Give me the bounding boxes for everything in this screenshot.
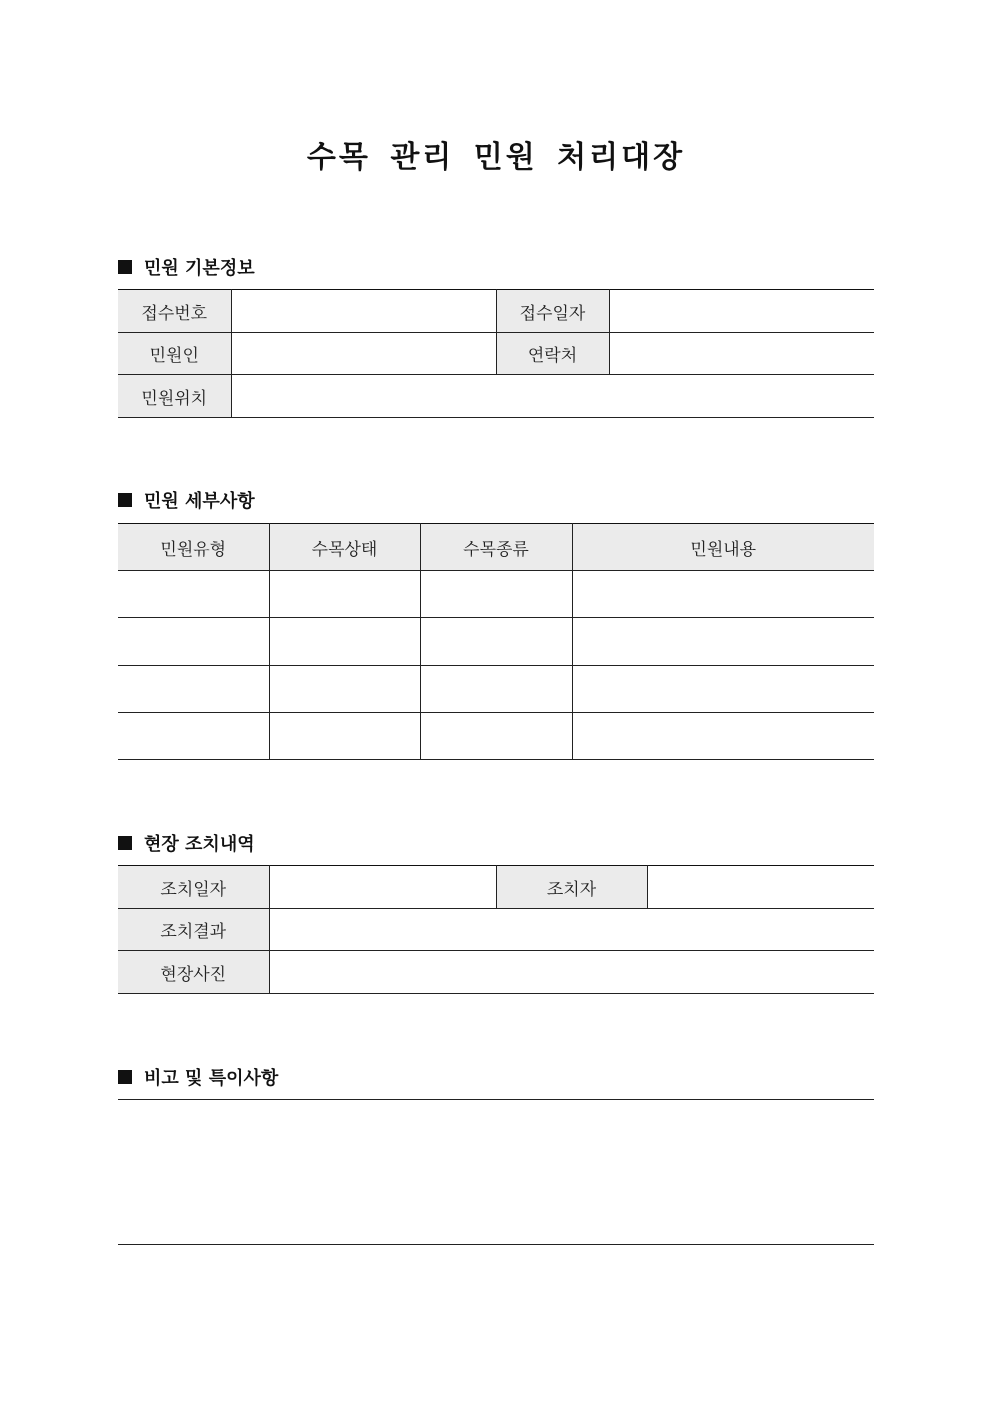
contact-field[interactable] [609,333,874,375]
table-cell[interactable] [572,618,874,666]
table-cell[interactable] [118,618,269,666]
table-cell[interactable] [572,571,874,618]
column-header-tree-condition: 수목상태 [269,524,420,571]
receipt-date-field[interactable] [609,290,874,333]
action-table [118,865,874,994]
basic-info-table [118,289,874,418]
table-cell[interactable] [269,571,420,618]
action-date-field[interactable] [269,866,496,909]
action-person-field[interactable] [647,866,874,909]
table-cell[interactable] [420,618,572,666]
receipt-number-label: 접수번호 [118,290,231,333]
location-label: 민원위치 [118,375,231,418]
square-bullet-icon [118,493,132,507]
remarks-field[interactable] [118,1099,874,1245]
section-heading-basic [118,254,255,280]
table-cell[interactable] [572,666,874,713]
square-bullet-icon [118,1070,132,1084]
section-heading-action [118,830,255,856]
site-photo-label: 현장사진 [118,951,269,994]
action-result-field[interactable] [269,909,874,951]
table-cell[interactable] [269,618,420,666]
table-cell[interactable] [572,713,874,760]
section-heading-basic-label: 민원 기본정보 [144,258,255,279]
complainant-field[interactable] [231,333,496,375]
table-cell[interactable] [420,666,572,713]
square-bullet-icon [118,260,132,274]
details-table [118,523,874,760]
column-header-tree-species: 수목종류 [420,524,572,571]
table-cell[interactable] [118,571,269,618]
column-header-complaint-type: 민원유형 [118,524,269,571]
table-cell[interactable] [118,666,269,713]
receipt-date-label: 접수일자 [496,290,609,333]
table-row [118,618,874,666]
receipt-number-field[interactable] [231,290,496,333]
table-cell[interactable] [269,713,420,760]
table-cell[interactable] [269,666,420,713]
section-heading-action-label: 현장 조치내역 [144,834,255,855]
site-photo-field[interactable] [269,951,874,994]
section-heading-remarks-label: 비고 및 특이사항 [144,1068,279,1089]
section-heading-details [118,487,255,513]
section-heading-details-label: 민원 세부사항 [144,491,255,512]
column-header-complaint-content: 민원내용 [572,524,874,571]
contact-label: 연락처 [496,333,609,375]
table-cell[interactable] [118,713,269,760]
table-row [118,666,874,713]
table-cell[interactable] [420,571,572,618]
section-heading-remarks [118,1064,278,1090]
table-row [118,713,874,760]
action-person-label: 조치자 [496,866,647,909]
complainant-label: 민원인 [118,333,231,375]
action-date-label: 조치일자 [118,866,269,909]
table-row [118,571,874,618]
action-result-label: 조치결과 [118,909,269,951]
table-cell[interactable] [420,713,572,760]
location-field[interactable] [231,375,874,418]
square-bullet-icon [118,836,132,850]
page-title: 수목 관리 민원 처리대장 [306,140,686,175]
